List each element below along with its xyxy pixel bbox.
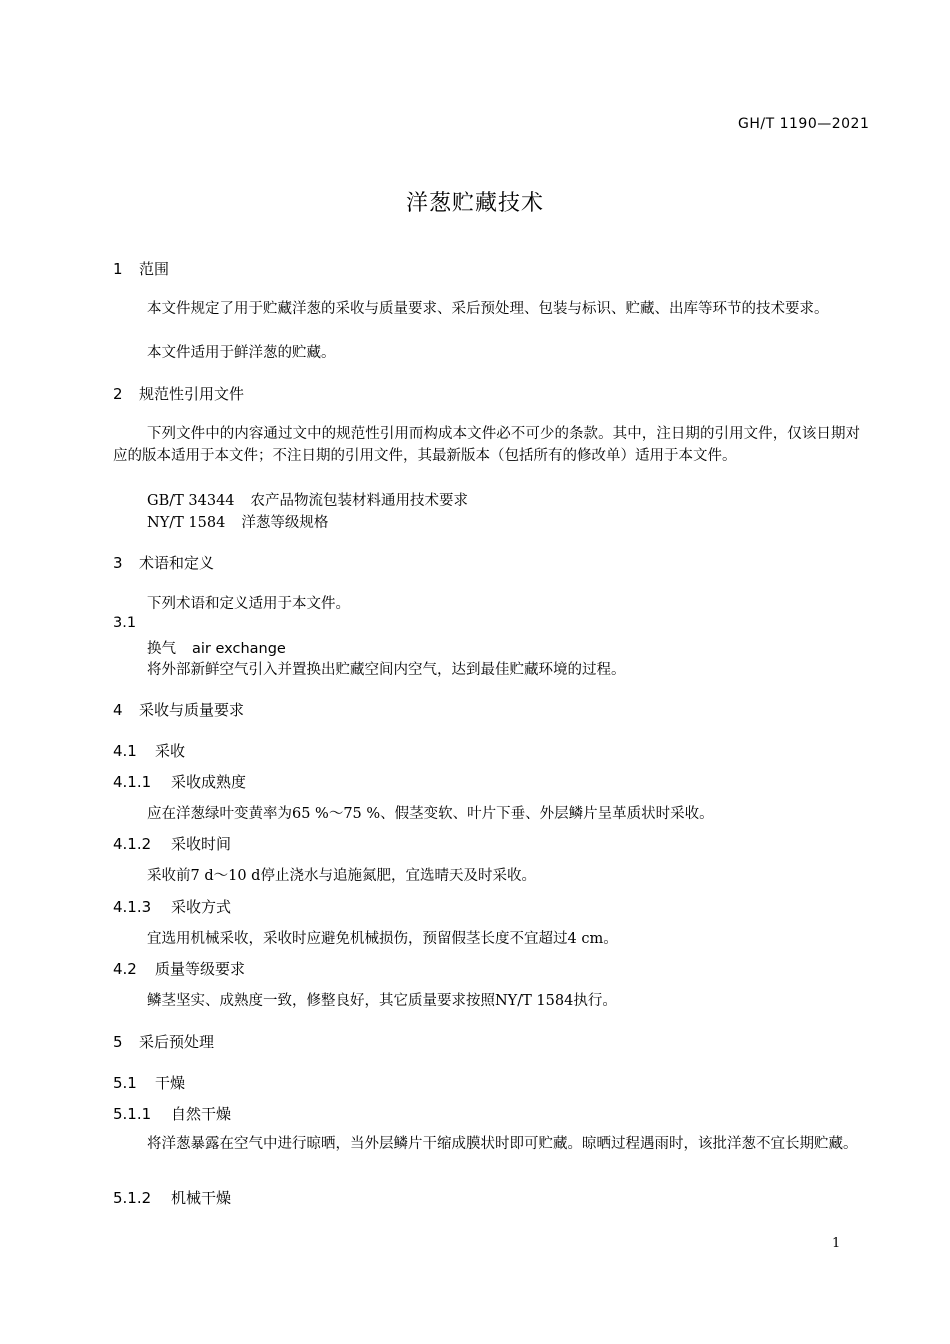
reference-code: NY/T 1584 xyxy=(147,515,226,531)
page-number: 1 xyxy=(832,1236,841,1251)
clause-heading xyxy=(113,896,231,917)
clause-number: 4.1.3 xyxy=(113,898,152,916)
paragraph: 本文件规定了用于贮藏洋葱的采收与质量要求、采后预处理、包装与标识、贮藏、出库等环节的技术要求。 xyxy=(147,301,829,317)
section-2-heading xyxy=(113,383,244,404)
subsection-title: 采收 xyxy=(155,742,186,760)
clause-number: 5.1.1 xyxy=(113,1105,152,1123)
subsection-heading xyxy=(113,1072,185,1093)
subsection-title: 质量等级要求 xyxy=(155,960,246,978)
reference-item xyxy=(147,511,328,532)
paragraph: 采收前7 d～10 d停止浇水与追施氮肥，宜选晴天及时采收。 xyxy=(147,868,536,884)
paragraph: 将洋葱暴露在空气中进行晾晒，当外层鳞片干缩成膜状时即可贮藏。晾晒过程遇雨时，该批洋葱不宜长期贮藏。 xyxy=(147,1136,858,1152)
term-definition: 将外部新鲜空气引入并置换出贮藏空间内空气，达到最佳贮藏环境的过程。 xyxy=(147,662,626,678)
document-title: 洋葱贮藏技术 xyxy=(405,191,544,216)
reference-name: 洋葱等级规格 xyxy=(241,515,329,531)
section-number: 5 xyxy=(113,1033,123,1051)
clause-number: 4.1.1 xyxy=(113,773,152,791)
section-4-heading xyxy=(113,699,244,720)
term-chinese: 换气 xyxy=(147,641,176,657)
clause-number: 4.1.2 xyxy=(113,835,152,853)
clause-heading xyxy=(113,1187,231,1208)
clause-title: 采收方式 xyxy=(171,898,232,916)
section-1-heading xyxy=(113,258,169,279)
section-5-heading xyxy=(113,1031,214,1052)
section-title: 采后预处理 xyxy=(139,1033,215,1051)
term-entry xyxy=(147,637,286,658)
section-number: 3 xyxy=(113,554,123,572)
reference-code: GB/T 34344 xyxy=(147,493,235,509)
paragraph: 下列术语和定义适用于本文件。 xyxy=(147,596,350,612)
subsection-heading xyxy=(113,958,245,979)
clause-title: 采收时间 xyxy=(171,835,232,853)
clause-heading xyxy=(113,1103,231,1124)
section-title: 范围 xyxy=(139,260,170,278)
section-number: 2 xyxy=(113,385,123,403)
paragraph: 宜选用机械采收，采收时应避免机械损伤，预留假茎长度不宜超过4 cm。 xyxy=(147,931,618,947)
section-title: 术语和定义 xyxy=(139,554,215,572)
paragraph: 下列文件中的内容通过文中的规范性引用而构成本文件必不可少的条款。其中，注日期的引用文件，仅该日期对应的版本适用于本文件；不注日期的引用文件，其最新版本（包括所有的修改单）适用于本文件。 xyxy=(113,426,860,464)
paragraph: 鳞茎坚实、成熟度一致，修整良好，其它质量要求按照NY/T 1584执行。 xyxy=(147,993,617,1009)
term-number: 3.1 xyxy=(113,615,137,631)
clause-title: 自然干燥 xyxy=(171,1105,232,1123)
reference-item xyxy=(147,489,468,510)
subsection-heading xyxy=(113,740,185,761)
paragraph: 应在洋葱绿叶变黄率为65 %～75 %、假茎变软、叶片下垂、外层鳞片呈革质状时采收。 xyxy=(147,806,714,822)
subsection-number: 4.2 xyxy=(113,960,137,978)
section-title: 规范性引用文件 xyxy=(139,385,245,403)
term-english: air exchange xyxy=(192,641,286,657)
reference-name: 农产品物流包装材料通用技术要求 xyxy=(250,493,469,509)
clause-title: 机械干燥 xyxy=(171,1189,232,1207)
section-3-heading xyxy=(113,552,214,573)
standard-number: GH/T 1190—2021 xyxy=(738,116,870,132)
subsection-title: 干燥 xyxy=(155,1074,186,1092)
section-number: 1 xyxy=(113,260,123,278)
subsection-number: 5.1 xyxy=(113,1074,137,1092)
paragraph: 本文件适用于鲜洋葱的贮藏。 xyxy=(147,345,336,361)
subsection-number: 4.1 xyxy=(113,742,137,760)
clause-number: 5.1.2 xyxy=(113,1189,152,1207)
clause-heading xyxy=(113,771,246,792)
section-title: 采收与质量要求 xyxy=(139,701,245,719)
clause-heading xyxy=(113,833,231,854)
section-number: 4 xyxy=(113,701,123,719)
clause-title: 采收成熟度 xyxy=(171,773,247,791)
